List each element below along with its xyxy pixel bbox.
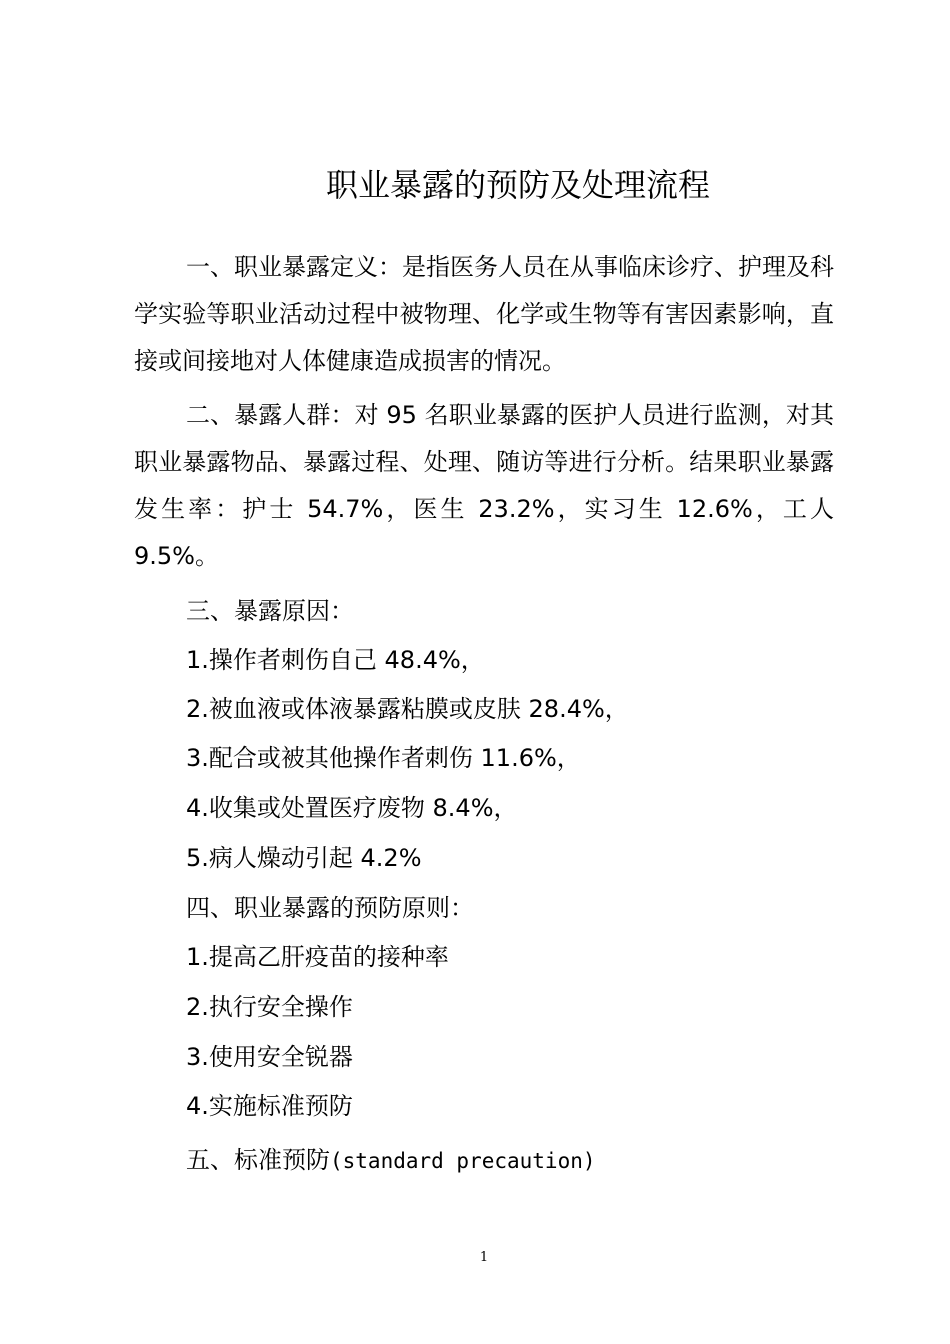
page-number: 1 xyxy=(479,1250,489,1265)
section-5-heading xyxy=(186,1140,596,1181)
section-3-heading: 三、暴露原因： xyxy=(186,597,354,625)
section-3-item-5: 5.病人燥动引起 4.2% xyxy=(186,844,422,872)
section-3-item-2: 2.被血液或体液暴露粘膜或皮肤 28.4%， xyxy=(186,695,629,723)
section-1-definition: 一、职业暴露定义：是指医务人员在从事临床诊疗、护理及科学实验等职业活动过程中被物理、化学或生物等有害因素影响，直接或间接地对人体健康造成损害的情况。 xyxy=(134,253,834,375)
section-4-heading: 四、职业暴露的预防原则： xyxy=(186,894,474,922)
section-4-item-2: 2.执行安全操作 xyxy=(186,993,353,1021)
section-5-heading-cn: 五、标准预防 xyxy=(186,1146,330,1174)
section-4-item-3: 3.使用安全锐器 xyxy=(186,1043,353,1071)
section-5-heading-en: (standard precaution) xyxy=(330,1149,596,1173)
section-3-item-3: 3.配合或被其他操作者刺伤 11.6%， xyxy=(186,744,581,772)
section-4-item-1: 1.提高乙肝疫苗的接种率 xyxy=(186,943,449,971)
section-3-item-4: 4.收集或处置医疗废物 8.4%， xyxy=(186,794,518,822)
document-title: 职业暴露的预防及处理流程 xyxy=(325,166,710,204)
section-3-item-1: 1.操作者刺伤自己 48.4%， xyxy=(186,646,485,674)
section-4-item-4: 4.实施标准预防 xyxy=(186,1092,353,1120)
section-2-population: 二、暴露人群：对 95 名职业暴露的医护人员进行监测，对其职业暴露物品、暴露过程、处理、随访等进行分析。结果职业暴露发生率：护士 54.7%，医生 23.2%，实习生 12.6%，工人 9.5%。 xyxy=(134,401,834,570)
